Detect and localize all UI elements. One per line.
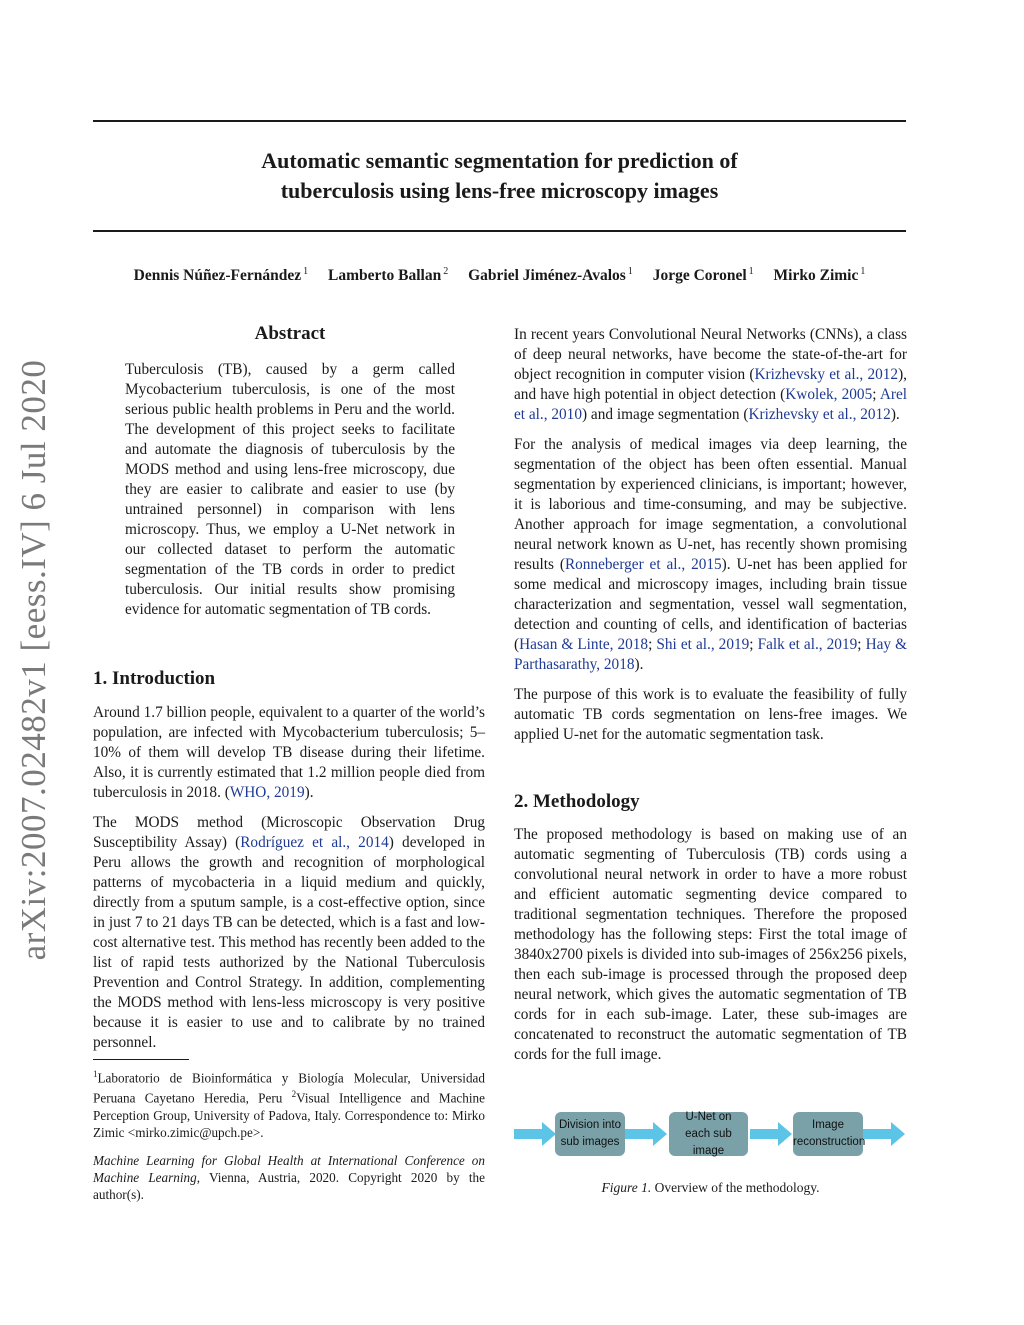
methodology-text: The proposed methodology is based on making use of an automatic segmenting of Tuberculosis (TB) cords using a convolutional neural network in order to have a more robust and efficient automatic segmenting device compared to traditional segmentation techniques. Therefore the proposed methodology has the following steps: First the total image of 3840x2700 pixels is divided into sub-images of 256x256 pixels, then each sub-image is processed through the proposed deep neural network, which gives the automatic segmentation of TB cords for in each sub-image. Later, these sub-images are concatenated to reconstruct the automatic segmentation of TB cords for the full image. [514, 826, 907, 1063]
step-unet-box: U-Net on each sub image [669, 1112, 748, 1156]
top-rule [93, 120, 906, 122]
right-paragraph-3: The purpose of this work is to evaluate the feasibility of fully automatic TB cords segmentation on lens-free images. We applied U-net for the automatic segmentation task. [514, 686, 907, 743]
author-4: Jorge Coronel $^1$ [652, 266, 754, 285]
author-1: Dennis Núñez-Fernández $^1$ [133, 266, 309, 285]
citation-link[interactable]: Krizhevsky et al., 2012 [754, 366, 899, 383]
step-reconstruction-box: Image reconstruction [793, 1112, 863, 1156]
conference-note: Machine Learning for Global Health at International Conference on Machine Learning, Vienna, Austria, 2020. Copyright 2020 by the author(s). [93, 1153, 485, 1202]
citation-link[interactable]: Shi et al., 2019 [656, 636, 750, 653]
author-list [93, 266, 906, 285]
arrow-icon [750, 1122, 792, 1146]
footnote: $^1$Laboratorio de Bioinformática y Biología Molecular, Universidad Peruana Cayetano Heredia, Peru $^2$Visual Intelligence and Machine Perception Group, University of Padova, Italy. Correspondence to: Mirko Zimic <mirko.zimic@upch.pe>. [93, 1069, 485, 1140]
author-5: Mirko Zimic $^1$ [773, 266, 866, 285]
arxiv-stamp: arXiv:2007.02482v1 [eess.IV] 6 Jul 2020 [14, 359, 53, 961]
caption-text: Overview of the methodology. [651, 1180, 820, 1195]
arrow-icon [514, 1122, 556, 1146]
arrow-icon [625, 1122, 667, 1146]
citation-link[interactable]: WHO, 2019 [229, 784, 305, 801]
citation-link[interactable]: Hay & Parthasarathy, 2018 [514, 636, 908, 673]
arrow-icon [863, 1122, 905, 1146]
footnote-rule [93, 1059, 189, 1060]
citation-link[interactable]: Krizhevsky et al., 2012 [748, 406, 891, 423]
introduction-body [93, 703, 485, 1053]
right-paragraph-1: In recent years Convolutional Neural Networks (CNNs), a class of deep neural networks, have become the state-of-the-art for object recognition in computer vision (Krizhevsky et al., 2012), and have high potential in object detection (Kwolek, 2005; Arel et al., 2010) and image segmentation (Krizhevsky et al., 2012). [514, 326, 907, 423]
right-column-intro [514, 325, 907, 745]
intro-paragraph-1: Around 1.7 billion people, equivalent to a quarter of the world’s population, are infected with Mycobacterium tuberculosis; 5–10% of them will develop TB disease during their lifetime. Also, it is currently estimated that 1.2 million people died from tuberculosis in 2018. (WHO, 2019). [93, 704, 485, 801]
abstract-body [125, 360, 455, 620]
citation-link[interactable]: Ronneberger et al., 2015 [564, 556, 722, 573]
abstract-heading: Abstract [254, 323, 326, 344]
intro-paragraph-2: The MODS method (Microscopic Observation Drug Susceptibility Assay) (Rodríguez et al., 2014) developed in Peru allows the growth and recognition of morphological patterns of mycobacteria in a liquid medium and quickly, directly from a sputum sample, is a cost-effective option, since in just 7 to 21 days TB can be detected, which is a fast and low-cost alternative test. This method has recently been added to the list of rapid tests authorized by the National Tuberculosis Prevention and Control Strategy. In addition, complementing the MODS method with lens-less microscopy is very positive because it is easier to use and to calibrate by no trained personnel. [93, 814, 485, 1051]
figure-caption [514, 1180, 907, 1196]
title-line-1: Automatic semantic segmentation for prediction of [261, 148, 738, 173]
bottom-rule [93, 230, 906, 232]
methodology-diagram [514, 1108, 907, 1164]
citation-link[interactable]: Kwolek, 2005 [785, 386, 873, 403]
citation-link[interactable]: Arel et al., 2010 [514, 386, 907, 423]
author-2: Lamberto Ballan $^2$ [327, 266, 449, 285]
caption-label: Figure 1. [601, 1180, 652, 1195]
paper-title [93, 146, 906, 206]
title-line-2: tuberculosis using lens-free microscopy images [280, 178, 719, 203]
author-3: Gabriel Jiménez-Avalos $^1$ [468, 266, 633, 285]
abstract-text: Tuberculosis (TB), caused by a germ called Mycobacterium tuberculosis, is one of the most serious public health problems in Peru and the world. The development of this project seeks to facilitate and automate the diagnosis of tuberculosis by the MODS method and using lens-free microscopy, due they are easier to calibrate and easier to use (by untrained personnel) in comparison with lens microscopy. Thus, we employ a U-Net network in our collected dataset to perform the automatic segmentation of the TB cords in order to predict tuberculosis. Our initial results show promising evidence for automatic segmentation of TB cords. [125, 361, 455, 618]
step-division-box: Division into sub images [555, 1112, 625, 1156]
citation-link[interactable]: Rodríguez et al., 2014 [240, 834, 389, 851]
methodology-body [514, 825, 907, 1065]
methodology-heading: 2. Methodology [514, 791, 640, 812]
citation-link[interactable]: Hasan & Linte, 2018 [519, 636, 649, 653]
introduction-heading: 1. Introduction [93, 668, 216, 689]
citation-link[interactable]: Falk et al., 2019 [757, 636, 858, 653]
right-paragraph-2: For the analysis of medical images via deep learning, the segmentation of the object has been often essential. Manual segmentation by experienced clinicians, is important; however, it is laborious and time-consuming, and may be subjective. Another approach for image segmentation, a convolutional neural network known as U-net, has recently shown promising results (Ronneberger et al., 2015). U-net has been applied for some medical and microscopy images, including brain tissue characterization and segmentation, vessel wall segmentation, detection and counting of cells, and identification of bacterias (Hasan & Linte, 2018; Shi et al., 2019; Falk et al., 2019; Hay & Parthasarathy, 2018). [514, 436, 908, 673]
